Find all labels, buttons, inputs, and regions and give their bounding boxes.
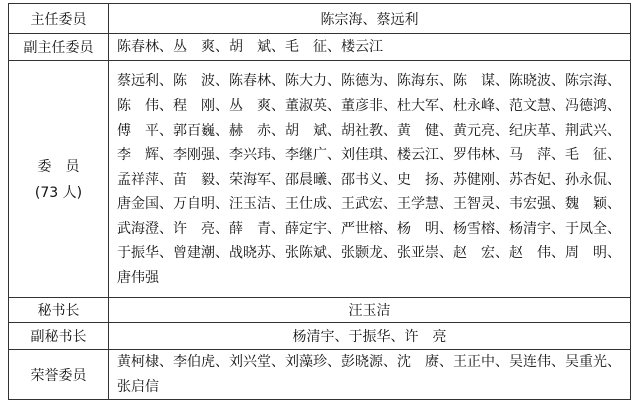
table-row: [9, 298, 631, 323]
secretary-general-name: 汪玉洁: [109, 298, 631, 323]
honorary-member-names: 黄柯棣、李伯虎、刘兴堂、刘藻珍、彭晓源、沈 赓、王正中、吴连伟、吴重光、张启信: [109, 350, 631, 400]
table-row: [9, 34, 631, 61]
row-label-vice-chair: 副主任委员: [9, 34, 109, 61]
members-count: (73 人): [34, 185, 83, 201]
table-row: [9, 4, 631, 34]
member-names: 蔡远利、陈 波、陈春林、陈大力、陈德为、陈海东、陈 谋、陈晓波、陈宗海、陈 伟、程 刚、丛 爽、董淑英、董彦非、杜大军、杜永峰、范文慧、冯德鸿、傅 平、郭百巍、赫 赤、胡 斌、胡社教、黄 健、黄元亮、纪庆革、荆武兴、李 辉、李刚强、李兴玮、李继广、刘佳琪、楼云江、罗伟林、马 萍、毛 征、孟祥萍、苗 毅、荣海军、邵晨曦、邵书义、史 扬、苏健刚、苏杏妃、孙永侃、唐金国、万自明、汪玉洁、王仕成、王武宏、王学慧、王智灵、韦宏强、魏 颖、武海澄、许 亮、薛 青、薛定宇、严世榕、杨 明、杨雪榕、杨清宇、于凤全、于振华、曾建潮、战晓苏、张陈斌、张颢龙、张亚崇、赵 宏、赵 伟、周 明、唐伟强: [109, 61, 631, 298]
table-row: [9, 61, 631, 298]
row-label-members: 委 员: [37, 159, 80, 175]
vice-chair-names: 陈春林、丛 爽、胡 斌、毛 征、楼云江: [109, 34, 631, 61]
committee-table: [8, 3, 631, 400]
row-label-chair: 主任委员: [9, 4, 109, 34]
row-label-members-cell: [9, 61, 109, 298]
row-label-secretary-general: 秘书长: [9, 298, 109, 323]
table-row: [9, 350, 631, 400]
table-row: [9, 323, 631, 350]
row-label-honorary: 荣誉委员: [9, 350, 109, 400]
chair-names: 陈宗海、蔡远利: [109, 4, 631, 34]
row-label-deputy-secretary: 副秘书长: [9, 323, 109, 350]
deputy-secretary-names: 杨清宇、于振华、许 亮: [109, 323, 631, 350]
